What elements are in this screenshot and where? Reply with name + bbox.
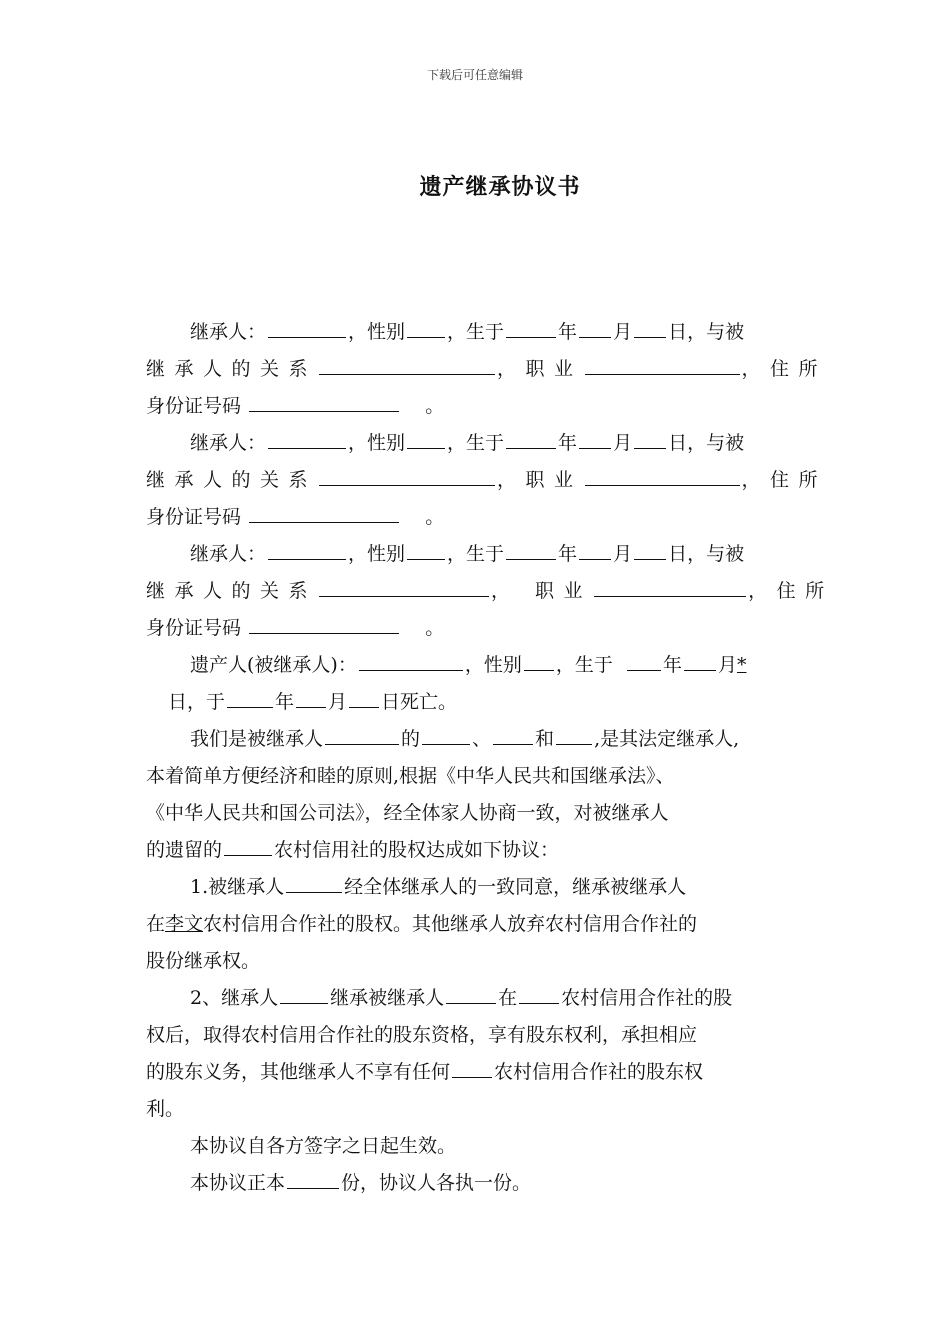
gender-blank[interactable] — [407, 428, 445, 449]
text: 月 — [328, 691, 348, 713]
text: 农村信用合作社的股 — [561, 987, 733, 1009]
text: 农村信用社的股权达成如下协议： — [274, 839, 560, 861]
year-blank[interactable] — [506, 317, 556, 338]
heir-line-2 — [146, 573, 834, 610]
text: ， 职业 — [491, 580, 593, 602]
clause1-line-2 — [146, 906, 808, 943]
decedent-block — [146, 647, 808, 721]
text: 日，与被 — [668, 543, 745, 565]
id-number-blank[interactable] — [249, 502, 399, 523]
id-number-blank[interactable] — [249, 391, 399, 412]
filled-name: 李文 — [165, 913, 204, 935]
name-blank[interactable] — [268, 317, 346, 338]
heir-line-2 — [146, 351, 828, 388]
text: 继承被继承人 — [330, 987, 445, 1009]
text: 继承人： — [190, 321, 267, 343]
day-blank[interactable] — [634, 539, 666, 560]
text: ，性别 — [348, 543, 406, 565]
decedent-birth-year-blank[interactable] — [627, 650, 661, 671]
decedent-line-2 — [146, 684, 808, 721]
death-year-blank[interactable] — [227, 687, 273, 708]
month-blank[interactable] — [579, 317, 611, 338]
decedent-line-1 — [146, 647, 808, 684]
text: 的遗留的 — [146, 839, 223, 861]
clause1-line-1 — [146, 869, 808, 906]
text: ，职业 — [497, 358, 583, 380]
death-day-blank[interactable] — [349, 687, 379, 708]
heir-line-3 — [146, 388, 808, 425]
text: 份，协议人各执一份。 — [341, 1172, 532, 1194]
text: 月 — [613, 543, 633, 565]
year-blank[interactable] — [506, 539, 556, 560]
intro-line-4 — [146, 832, 808, 869]
heir-line-3 — [146, 610, 808, 647]
text: 继承人的关系 — [146, 469, 318, 491]
text: 在 — [146, 913, 166, 935]
text: 年 — [275, 691, 295, 713]
text: 、 — [472, 728, 492, 750]
text: 日，与被 — [668, 432, 745, 454]
copies-clause — [146, 1165, 808, 1202]
text: 。 — [425, 617, 445, 639]
clause1-line-3: 股份继承权。 — [146, 950, 261, 972]
text: ，住所 — [741, 469, 828, 491]
clause-1 — [146, 869, 808, 980]
text: 日死亡。 — [381, 691, 458, 713]
relation-blank[interactable] — [319, 354, 495, 375]
death-month-blank[interactable] — [296, 687, 326, 708]
text: 我们是被继承人 — [190, 728, 324, 750]
intro-line-3: 《中华人民共和国公司法》，经全体家人协商一致，对被继承人 — [146, 802, 669, 824]
text: 日，与被 — [668, 321, 745, 343]
text: 月 — [613, 432, 633, 454]
text: 2、继承人 — [190, 987, 279, 1009]
text: ，生于 — [555, 654, 613, 676]
clause-2 — [146, 980, 808, 1128]
coop-blank[interactable] — [519, 983, 559, 1004]
heir-line-1 — [146, 425, 808, 462]
text: 继承人： — [190, 432, 267, 454]
heir-line-2 — [146, 462, 828, 499]
heir-block-2 — [146, 425, 828, 536]
text: 和 — [535, 728, 555, 750]
heir-a-blank[interactable] — [422, 724, 470, 745]
document-title: 遗产继承协议书 — [419, 174, 581, 200]
text: ，性别 — [348, 321, 406, 343]
name-blank[interactable] — [268, 428, 346, 449]
year-blank[interactable] — [506, 428, 556, 449]
relation-blank[interactable] — [319, 465, 495, 486]
text: 年 — [662, 654, 682, 676]
relation-blank[interactable] — [319, 576, 489, 597]
text: 遗产人(被继承人)： — [190, 654, 357, 676]
heir-line-1 — [146, 536, 808, 573]
text: ，住所 — [748, 580, 834, 602]
decedent-name-blank[interactable] — [359, 650, 463, 671]
effective-clause: 本协议自各方签字之日起生效。 — [190, 1135, 457, 1157]
day-blank[interactable] — [634, 317, 666, 338]
text: ，性别 — [348, 432, 406, 454]
text: 年 — [558, 543, 578, 565]
heir-line-1 — [146, 314, 808, 351]
clause2-line-3 — [146, 1054, 808, 1091]
occupation-blank[interactable] — [585, 465, 740, 486]
text: 的 — [401, 728, 421, 750]
text: 日，于 — [168, 691, 226, 713]
text: 的股东义务，其他继承人不享有任何 — [146, 1061, 451, 1083]
text: 在 — [498, 987, 518, 1009]
text: 农村信用合作社的股东权 — [494, 1061, 704, 1083]
decedent-name-blank[interactable] — [325, 724, 399, 745]
text: ,是其法定继承人, — [594, 728, 740, 750]
text: 本协议正本 — [190, 1172, 286, 1194]
id-number-blank[interactable] — [249, 613, 399, 634]
heir-b-blank[interactable] — [493, 724, 533, 745]
header-note: 下载后可任意编辑 — [426, 68, 523, 82]
text: 身份证号码 — [146, 506, 242, 528]
text: ，生于 — [447, 543, 505, 565]
text: ，生于 — [447, 432, 505, 454]
heir-c-blank[interactable] — [556, 724, 592, 745]
occupation-blank[interactable] — [585, 354, 740, 375]
month-blank[interactable] — [579, 539, 611, 560]
coop-name-blank[interactable] — [224, 835, 272, 856]
clause2-line-2: 权后，取得农村信用合作社的股东资格，享有股东权利，承担相应 — [146, 1024, 698, 1046]
gender-blank[interactable] — [407, 539, 445, 560]
text: 继承人的关系 — [146, 358, 318, 380]
intro-line-1 — [146, 721, 808, 758]
text: 身份证号码 — [146, 395, 242, 417]
copies-count-blank[interactable] — [287, 1168, 339, 1189]
heir-blank[interactable] — [280, 983, 328, 1004]
text: 经全体继承人的一致同意，继承被继承人 — [344, 876, 687, 898]
decedent-blank[interactable] — [446, 983, 496, 1004]
text: 月 — [717, 654, 737, 676]
text: ，生于 — [447, 321, 505, 343]
text: 1.被继承人 — [190, 876, 285, 898]
text: ，住所 — [741, 358, 828, 380]
name-blank[interactable] — [268, 539, 346, 560]
gender-blank[interactable] — [407, 317, 445, 338]
text: 农村信用合作社的股权。其他继承人放弃农村信用合作社的 — [203, 913, 698, 935]
text: 月 — [613, 321, 633, 343]
text: 身份证号码 — [146, 617, 242, 639]
month-blank[interactable] — [579, 428, 611, 449]
decedent-birth-month-blank[interactable] — [684, 650, 716, 671]
text: 继承人： — [190, 543, 267, 565]
coop-blank[interactable] — [452, 1057, 492, 1078]
text: 年 — [558, 432, 578, 454]
occupation-blank[interactable] — [594, 576, 746, 597]
text: ，职业 — [497, 469, 583, 491]
document-body — [146, 314, 834, 1202]
clause2-line-1 — [146, 980, 808, 1017]
clause2-line-4: 利。 — [146, 1098, 185, 1120]
heir-block-1 — [146, 314, 828, 425]
heir-blank[interactable] — [286, 872, 342, 893]
text: 继承人的关系 — [146, 580, 318, 602]
decedent-gender-blank[interactable] — [524, 650, 554, 671]
text: 年 — [558, 321, 578, 343]
text: 。 — [425, 506, 445, 528]
day-blank[interactable] — [634, 428, 666, 449]
text: ，性别 — [464, 654, 522, 676]
text: * — [736, 654, 747, 676]
heir-block-3 — [146, 536, 834, 647]
heir-line-3 — [146, 499, 808, 536]
text: 。 — [425, 395, 445, 417]
intro-line-2: 本着简单方便经济和睦的原则,根据《中华人民共和国继承法》、 — [146, 765, 675, 787]
intro-paragraph — [146, 721, 808, 869]
